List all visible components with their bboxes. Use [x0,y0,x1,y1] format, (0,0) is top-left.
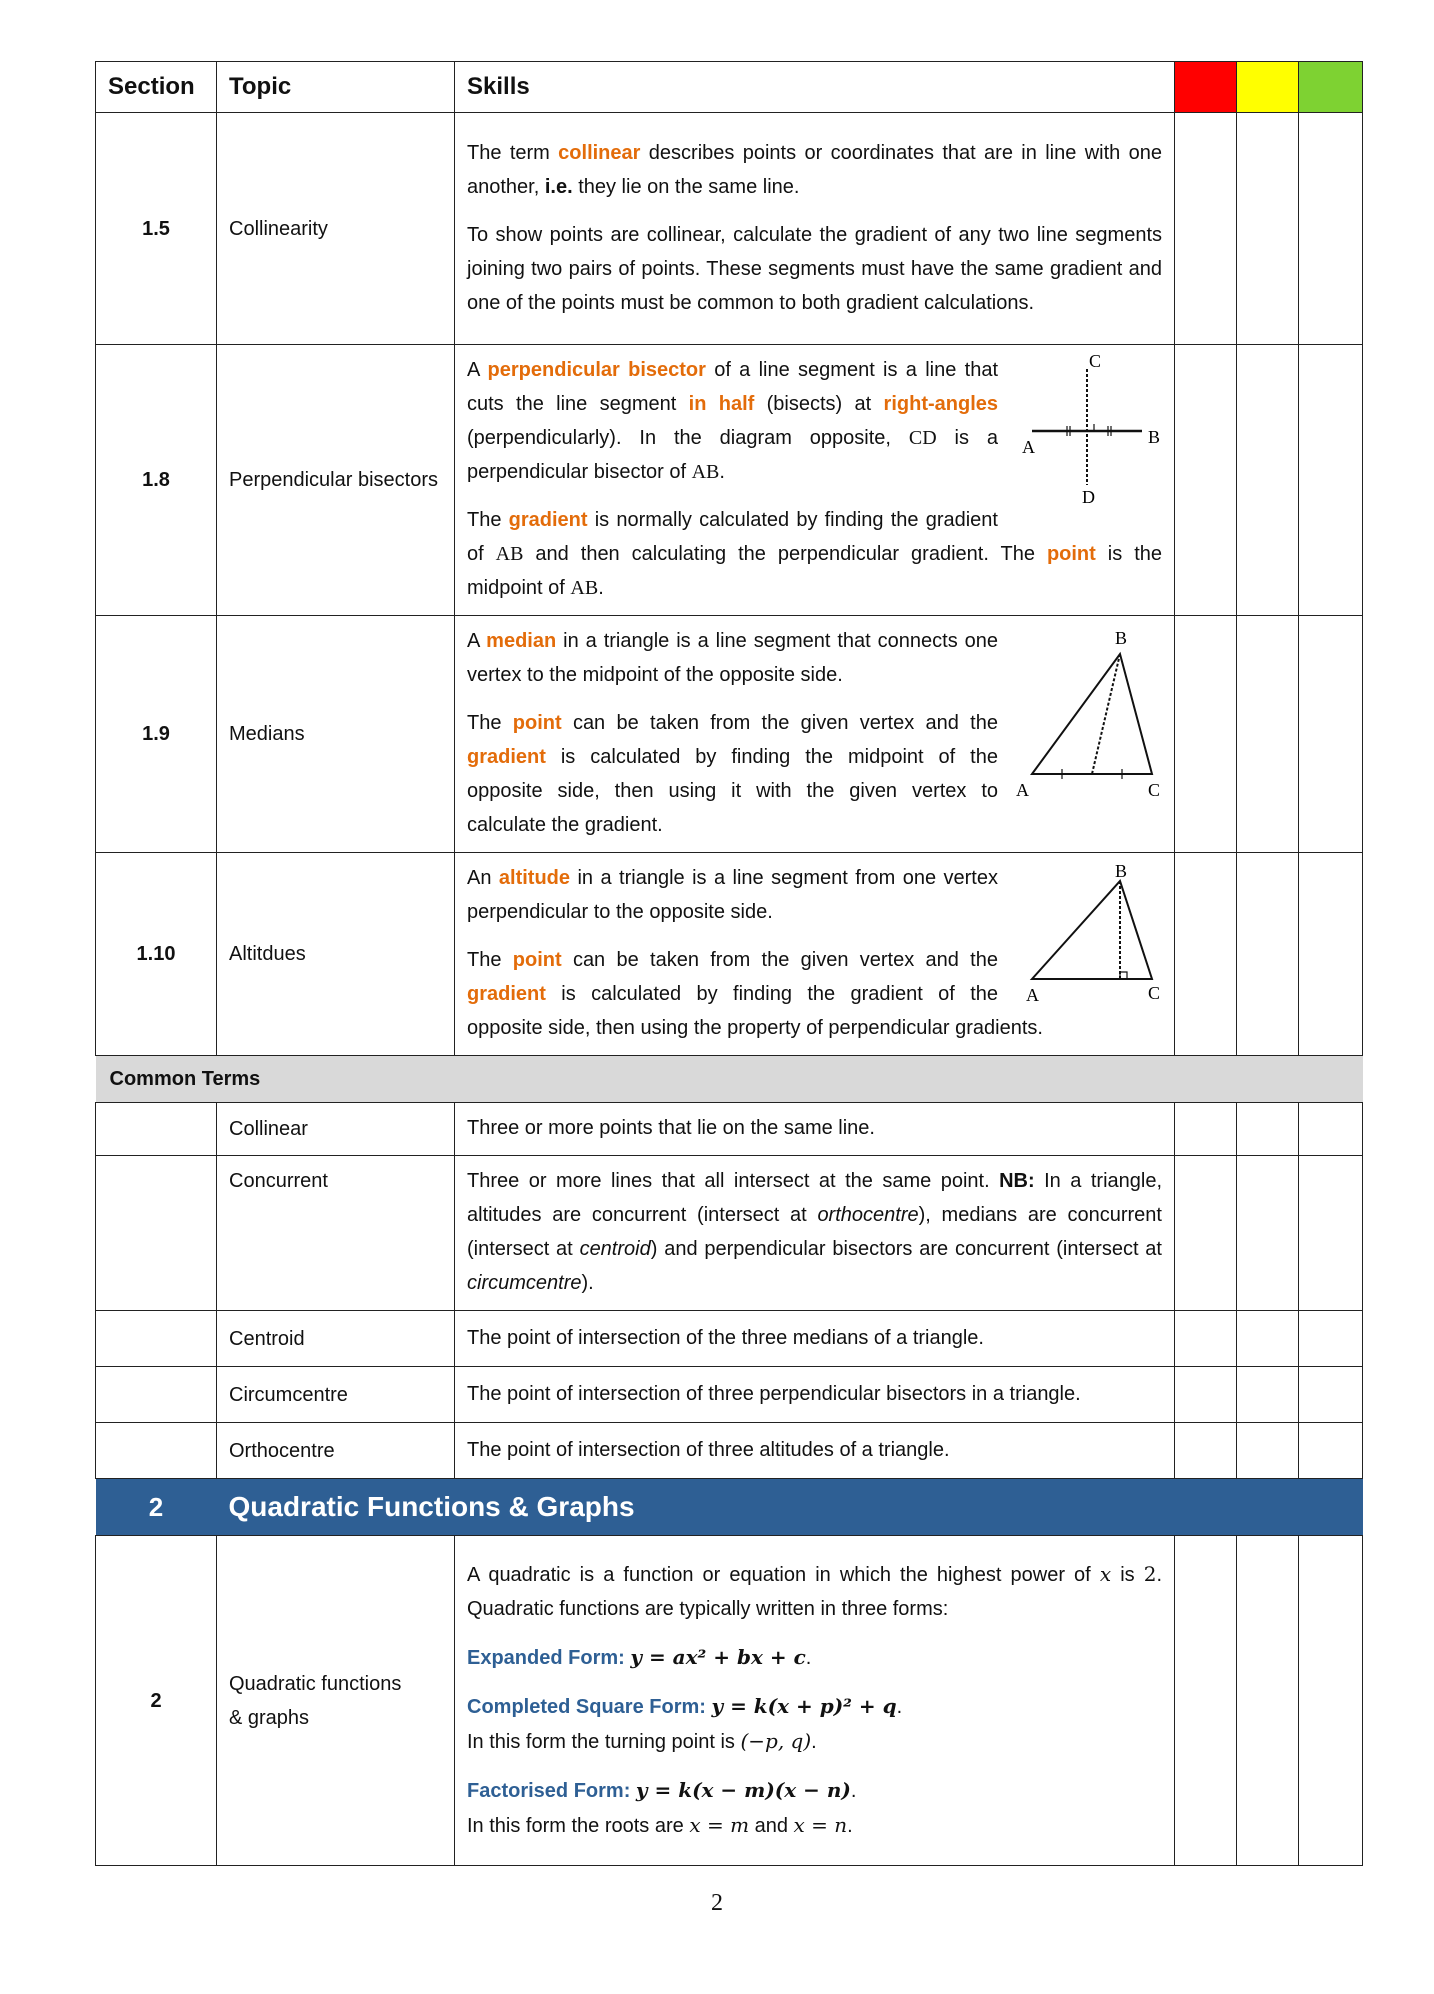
skills-text: B A C An altitude in a triangle is a line segment from one vertex perpendicular to the opposite side. The point can be taken from the given vertex and the gradient is calculated by finding the gradient of the opposite side, then using the property of perpendicular gradients. [455,853,1175,1056]
rating-green-cell[interactable] [1299,616,1363,853]
rating-red-cell[interactable] [1175,1311,1237,1367]
rating-red-cell[interactable] [1175,1156,1237,1311]
term-name: Centroid [217,1311,455,1367]
rating-green-cell[interactable] [1299,1311,1363,1367]
term-definition: The point of intersection of three altitudes of a triangle. [455,1423,1175,1479]
table-row [96,1367,1363,1423]
table-row [96,1156,1363,1311]
section-2-number: 2 [96,1479,217,1536]
term-definition: The point of intersection of three perpendicular bisectors in a triangle. [455,1367,1175,1423]
diagram-label-b: B [1115,628,1128,648]
rating-red-cell[interactable] [1175,1103,1237,1156]
diagram-label-c: C [1148,983,1161,1003]
skills-table [95,61,1363,1866]
topic-name: Quadratic functions & graphs [217,1536,455,1866]
common-terms-label: Common Terms [96,1056,1363,1103]
table-row [96,1311,1363,1367]
rating-amber-cell[interactable] [1237,853,1299,1056]
diagram-label-d: D [1082,487,1095,503]
diagram-label-c: C [1089,353,1102,371]
diagram-label-a: A [1016,780,1029,800]
rating-amber-cell[interactable] [1237,113,1299,345]
rating-amber-cell[interactable] [1237,345,1299,616]
rating-amber-cell[interactable] [1237,1156,1299,1311]
term-definition: Three or more points that lie on the same line. [455,1103,1175,1156]
skills-text: The term collinear describes points or coordinates that are in line with one another, i.e. they lie on the same line. To show points are collinear, calculate the gradient of any two line segments joining two pairs of points. These segments must have the same gradient and one of the points must be common to both gradient calculations. [455,113,1175,345]
section-2-header [96,1479,1363,1536]
rating-green-cell[interactable] [1299,1103,1363,1156]
diagram-label-b: B [1148,427,1161,447]
topic-name: Altitdues [217,853,455,1056]
rating-red-cell[interactable] [1175,1423,1237,1479]
checklist-sheet [95,61,1362,1866]
rating-green-cell[interactable] [1299,1536,1363,1866]
rating-amber-cell[interactable] [1237,1367,1299,1423]
table-row [96,853,1363,1056]
rating-green-cell[interactable] [1299,345,1363,616]
table-row [96,1103,1363,1156]
skills-text: A quadratic is a function or equation in which the highest power of x is 2. Quadratic functions are typically written in three forms: Expanded Form: y = ax² + bx + c. Completed Square Form: y = k(x + p)² + q. In this form the turning point is (−p, q). Factorised Form: y = k(x − m)(x − n). In this form the roots are x = m and x = n. [455,1536,1175,1866]
section-number: 1.5 [96,113,217,345]
term-name: Circumcentre [217,1367,455,1423]
common-terms-header [96,1056,1363,1103]
term-definition: Three or more lines that all intersect at the same point. NB: In a triangle, altitudes are concurrent (intersect at orthocentre), medians are concurrent (intersect at centroid) and perpendicular bisectors are concurrent (intersect at circumcentre). [455,1156,1175,1311]
section-number: 1.8 [96,345,217,616]
rating-red-cell[interactable] [1175,1367,1237,1423]
diagram-label-a: A [1022,437,1035,457]
table-row [96,345,1363,616]
skills-text: B A C A median in a triangle is a line segment that connects one vertex to the midpoint of the opposite side. The point can be taken from the given vertex and the gradient is calculated by finding the midpoint of the opposite side, then using it with the given vertex to calculate the gradient. [455,616,1175,853]
table-row [96,1536,1363,1866]
page-number: 2 [711,1890,723,1916]
altitude-triangle-diagram [1012,861,1162,1006]
table-row [96,1423,1363,1479]
header-row [96,62,1363,113]
rating-red-cell[interactable] [1175,345,1237,616]
rating-red-cell[interactable] [1175,853,1237,1056]
table-row [96,113,1363,345]
diagram-label-c: C [1148,780,1161,800]
rating-green-header [1299,62,1363,113]
rating-amber-cell[interactable] [1237,1311,1299,1367]
rating-amber-cell[interactable] [1237,1423,1299,1479]
rating-red-cell[interactable] [1175,113,1237,345]
rating-green-cell[interactable] [1299,113,1363,345]
term-name: Collinear [217,1103,455,1156]
term-definition: The point of intersection of the three medians of a triangle. [455,1311,1175,1367]
rating-green-cell[interactable] [1299,1423,1363,1479]
rating-green-cell[interactable] [1299,1367,1363,1423]
header-skills: Skills [455,62,1175,113]
rating-red-cell[interactable] [1175,616,1237,853]
rating-red-header [1175,62,1237,113]
rating-amber-cell[interactable] [1237,1536,1299,1866]
header-topic: Topic [217,62,455,113]
section-number: 2 [96,1536,217,1866]
section-number: 1.10 [96,853,217,1056]
topic-name: Medians [217,616,455,853]
section-number: 1.9 [96,616,217,853]
rating-green-cell[interactable] [1299,853,1363,1056]
diagram-label-b: B [1115,861,1128,881]
rating-red-cell[interactable] [1175,1536,1237,1866]
diagram-label-a: A [1026,985,1039,1005]
term-name: Concurrent [217,1156,455,1311]
rating-amber-header [1237,62,1299,113]
section-2-title: Quadratic Functions & Graphs [217,1479,1363,1536]
rating-amber-cell[interactable] [1237,616,1299,853]
rating-amber-cell[interactable] [1237,1103,1299,1156]
topic-name: Collinearity [217,113,455,345]
median-triangle-diagram [1012,624,1162,804]
header-section: Section [96,62,217,113]
perpendicular-bisector-diagram [1012,353,1162,503]
rating-green-cell[interactable] [1299,1156,1363,1311]
term-name: Orthocentre [217,1423,455,1479]
topic-name: Perpendicular bisectors [217,345,455,616]
skills-text: C D A B A perpendicular bisector of a line segment is a line that cuts the line segment in half (bisects) at right-angles (perpendicularly). In the diagram opposite, CD is a perpendicular bisector of AB. The gradient is normally calculated by finding the gradient of AB and then calculating the perpendicular gradient. The point is the midpoint of AB. [455,345,1175,616]
table-row [96,616,1363,853]
